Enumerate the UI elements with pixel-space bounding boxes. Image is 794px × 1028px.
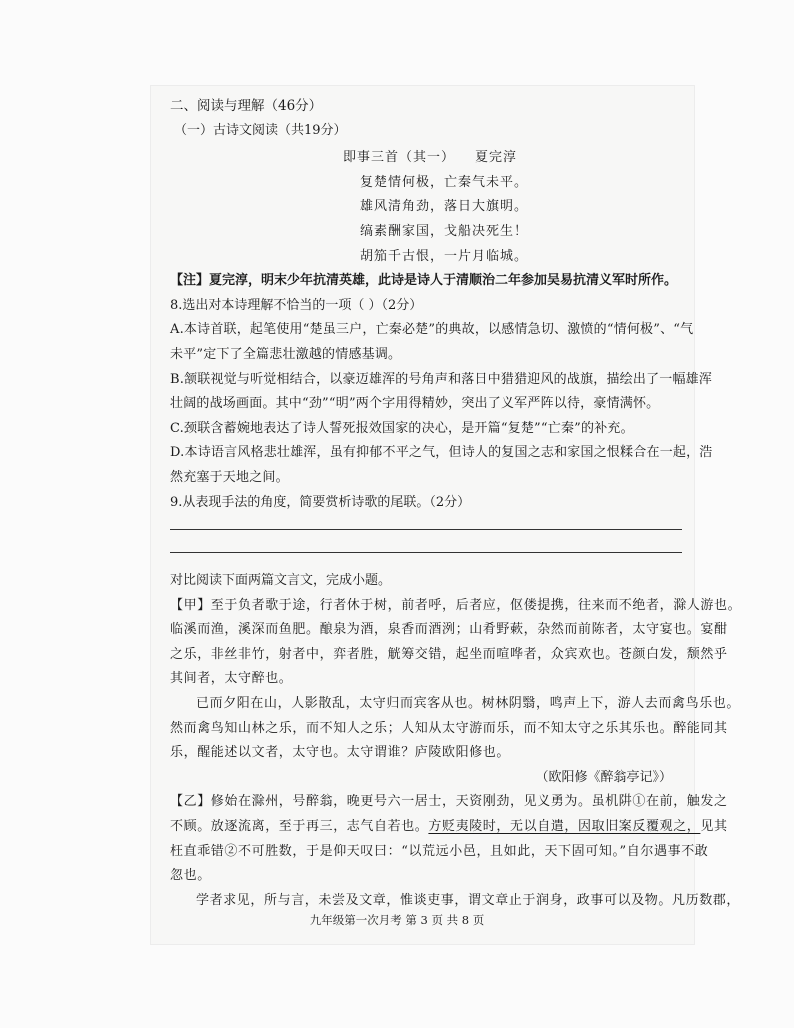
passage-yi-text: 不顾。放逐流离，至于再三，志气自若也。 (170, 819, 429, 835)
passage-jia-line: 其间者，太守醉也。 (170, 671, 293, 687)
passage-yi-line: 【乙】修始在滁州，号醉翁，晚更号六一居士，天资刚劲，见义勇为。虽机阱①在前，触发之 (170, 794, 728, 810)
reading-intro: 对比阅读下面两篇文言文，完成小题。 (170, 573, 392, 589)
answer-line[interactable] (170, 529, 682, 530)
underlined-sentence: 方贬夷陵时，无以自遣，因取旧案反覆观之， (428, 819, 701, 835)
passage-jia-source: （欧阳修《醉翁亭记》） (535, 769, 672, 785)
question-8-option-line: C.颈联含蓄婉地表达了诗人誓死报效国家的决心，是开篇“复楚”“亡秦”的补充。 (170, 420, 634, 436)
section-subtitle: （一）古诗文阅读（共19分） (174, 122, 347, 138)
passage-yi-text: 见其 (700, 819, 728, 835)
poem-note: 【注】夏完淳，明末少年抗清英雄，此诗是诗人于清顺治二年参加吴易抗清义军时所作。 (170, 273, 678, 289)
passage-yi-line: 学者求见，所与言，未尝及文章，惟谈吏事，谓文章止于润身，政事可以及物。凡历数郡， (196, 892, 741, 908)
poem-line: 雄风清角劲，落日大旗明。 (360, 199, 529, 215)
question-8-option-line: 未平”定下了全篇悲壮激越的情感基调。 (170, 346, 402, 362)
question-8-option-line: 然充塞于天地之间。 (170, 469, 289, 485)
question-8-option-line: 壮阔的战场画面。其中“劲”“明”两个字用得精妙，突出了义军严阵以待，豪情满怀。 (170, 396, 660, 412)
page-footer: 九年级第一次月考 第 3 页 共 8 页 (309, 913, 485, 927)
section-title: 二、阅读与理解（46分） (170, 98, 323, 114)
poem-heading (170, 146, 690, 171)
passage-jia-line: 临溪而渔，溪深而鱼肥。酿泉为酒，泉香而酒洌；山肴野蔌，杂然而前陈者，太守宴也。宴酣 (170, 622, 728, 638)
poem-title: 即事三首（其一） (342, 150, 455, 166)
passage-jia-line: 之乐，非丝非竹，射者中，弈者胜，觥筹交错，起坐而喧哗者，众宾欢也。苍颜白发，颓然乎 (170, 646, 728, 662)
question-8-option-line: D.本诗语言风格悲壮雄浑，虽有抑郁不平之气，但诗人的复国之志和家国之恨糅合在一起，浩 (170, 445, 713, 461)
question-8-stem: 8.选出对本诗理解不恰当的一项（ ）（2分） (170, 297, 423, 313)
passage-jia-line: 已而夕阳在山，人影散乱，太守归而宾客从也。树林阴翳，鸣声上下，游人去而禽鸟乐也。 (196, 696, 741, 712)
exam-content (170, 94, 742, 913)
question-9-stem: 9.从表现手法的角度，简要赏析诗歌的尾联。（2分） (170, 494, 471, 510)
question-8-option-line: A.本诗首联，起笔使用“楚虽三户，亡秦必楚”的典故，以感情急切、激愤的“情何极”、“气 (170, 322, 694, 338)
poem-line: 复楚情何极，亡秦气未平。 (360, 174, 529, 190)
spacer (170, 553, 690, 569)
passage-yi-line: 忽也。 (170, 868, 211, 884)
passage-jia-line: 乐，醒能述以文者，太守也。太守谓谁？庐陵欧阳修也。 (170, 745, 511, 761)
question-8-option-line: B.颔联视觉与听觉相结合，以豪迈雄浑的号角声和落日中猎猎迎风的战旗，描绘出了一幅雄浑 (170, 371, 713, 387)
poem-author: 夏完淳 (475, 150, 518, 166)
poem-line: 缟素酬家国，戈船决死生！ (360, 223, 529, 239)
passage-jia-line: 【甲】至于负者歌于途，行者休于树，前者呼，后者应，伛偻提携，往来而不绝者，滁人游也。 (170, 597, 742, 613)
passage-yi-line: 枉直乖错②不可胜数，于是仰天叹曰：“以荒远小邑，且如此，天下固可知。”自尔遇事不敢 (170, 843, 709, 859)
poem-line: 胡笳千古恨，一片月临城。 (360, 248, 529, 264)
passage-yi-line (170, 815, 728, 840)
passage-jia-line: 然而禽鸟知山林之乐，而不知人之乐；人知从太守游而乐，而不知太守之乐其乐也。醉能同其 (170, 720, 728, 736)
